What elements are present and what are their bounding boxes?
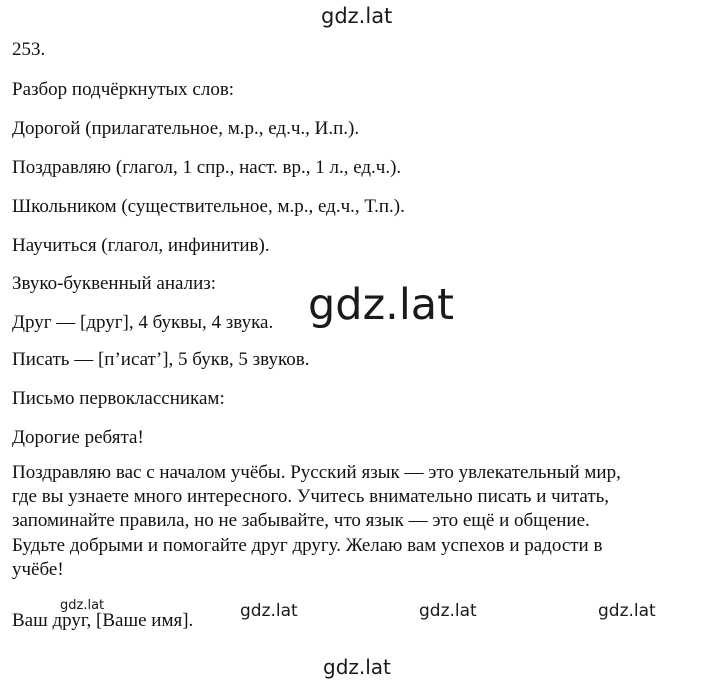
watermark-row: gdz.lat [240, 601, 298, 621]
parsing-item: Научиться (глагол, инфинитив). [12, 235, 270, 256]
parsing-item: Школьником (существительное, м.р., ед.ч., Т.п.). [12, 196, 405, 217]
sound-item: Друг — [друг], 4 буквы, 4 звука. [12, 312, 274, 333]
parsing-item: Дорогой (прилагательное, м.р., ед.ч., И.п.). [12, 118, 360, 139]
watermark-middle: gdz.lat [308, 280, 454, 330]
parsing-item: Поздравляю (глагол, 1 спр., наст. вр., 1 л., ед.ч.). [12, 157, 402, 178]
sound-item: Писать — [п’исат’], 5 букв, 5 звуков. [12, 349, 310, 370]
watermark-row: gdz.lat [598, 601, 656, 621]
parsing-heading: Разбор подчёркнутых слов: [12, 79, 235, 100]
watermark-small: gdz.lat [60, 598, 105, 613]
sound-heading: Звуко-буквенный анализ: [12, 273, 217, 294]
watermark-row: gdz.lat [419, 601, 477, 621]
letter-signature: Ваш друг, [Ваше имя]. [12, 610, 194, 631]
letter-greeting: Дорогие ребята! [12, 427, 144, 448]
watermark-bottom: gdz.lat [323, 655, 391, 679]
watermark-top: gdz.lat [321, 4, 393, 28]
exercise-number: 253. [12, 39, 46, 60]
letter-heading: Письмо первоклассникам: [12, 388, 225, 409]
letter-body: Поздравляю вас с началом учёбы. Русский язык — это увлекательный мир, где вы узнаете много интересного. Учитесь внимательно писать и читать, запоминайте правила, но не забывайте, что язык — это ещё и общение. Будьте добрыми и помогайте друг другу. Желаю вам успехов и радости в учёбе! [12, 462, 621, 580]
